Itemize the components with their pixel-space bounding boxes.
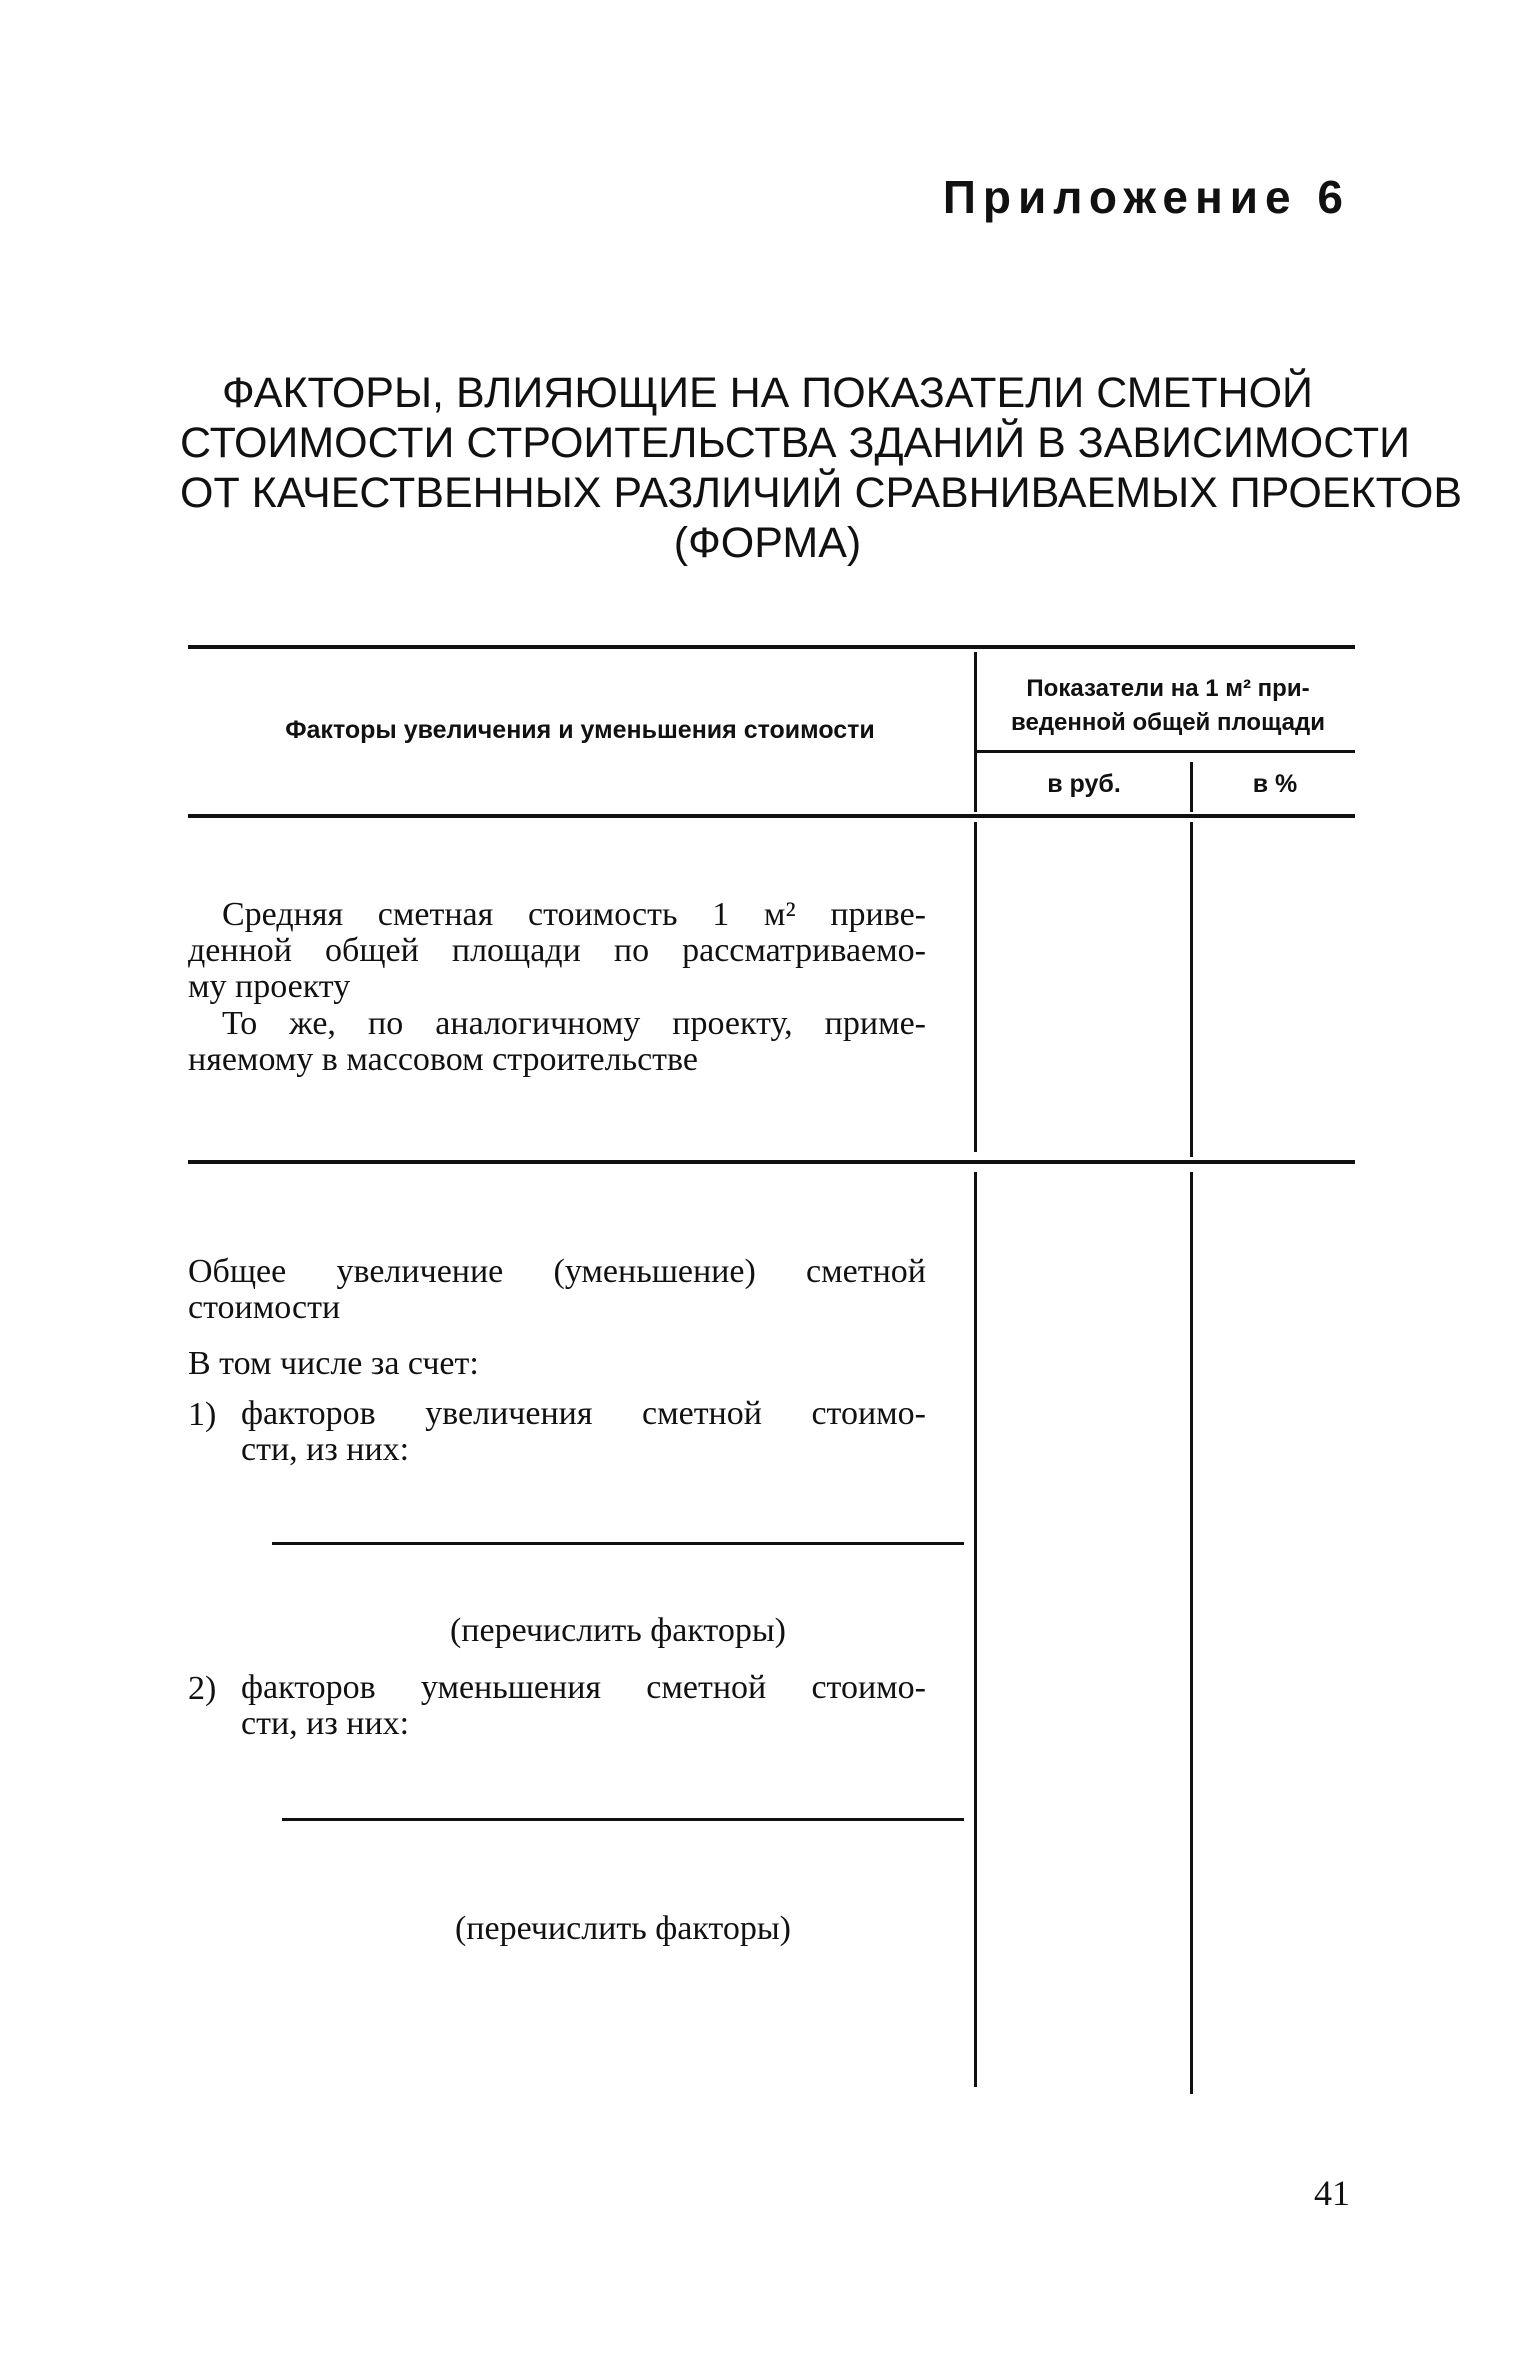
column-header-indicators-line-1: Показатели на 1 м² при- (1026, 675, 1310, 702)
row-analogous-project (188, 1006, 926, 1078)
column-divider-main-1 (974, 822, 977, 1152)
factor-list-blank-2 (282, 1818, 964, 1821)
factor-1-number: 1) (188, 1396, 217, 1433)
factor-list-hint-2: (перечислить факторы) (454, 1910, 792, 1947)
header-subdivider-rule (976, 750, 1355, 753)
row-average-cost-line-3: му проекту (188, 968, 351, 1005)
row-total-change (188, 1254, 926, 1326)
section-divider-rule (188, 1160, 1355, 1164)
row-analogous-line-1: То же, по аналогичному проекту, приме- (222, 1005, 926, 1042)
row-average-cost-line-1: Средняя сметная стоимость 1 м² приве- (222, 896, 926, 933)
factor-increase-group (241, 1396, 926, 1468)
document-title (180, 368, 1463, 568)
factor-decrease-line-1: факторов уменьшения сметной стоимо- (241, 1669, 926, 1706)
column-header-factors: Факторы увеличения и уменьшения стоимости (285, 716, 875, 744)
row-total-change-line-1: Общее увеличение (уменьшение) сметной (188, 1253, 926, 1290)
row-including: В том числе за счет: (188, 1345, 479, 1382)
factor-decrease-group (241, 1670, 926, 1742)
title-line-1: ФАКТОРЫ, ВЛИЯЮЩИЕ НА ПОКАЗАТЕЛИ СМЕТНОЙ (222, 369, 1313, 417)
row-total-change-line-2: стоимости (188, 1289, 341, 1326)
factor-2-number: 2) (188, 1670, 217, 1707)
title-line-4: (ФОРМА) (673, 519, 862, 567)
column-header-indicators-line-2: веденной общей площади (1011, 709, 1325, 736)
column-divider-units-1 (1190, 822, 1193, 1157)
page-number: 41 (1314, 2173, 1350, 2213)
column-header-indicators (978, 672, 1358, 740)
appendix-label: Приложение 6 (942, 171, 1350, 223)
row-average-cost (188, 897, 926, 1005)
row-analogous-line-2: няемому в массовом строительстве (188, 1041, 698, 1078)
column-header-percent: в % (1252, 770, 1298, 798)
factor-increase-line-2: сти, из них: (241, 1431, 410, 1468)
column-divider-units-2 (1190, 1172, 1193, 2094)
header-bottom-rule (188, 814, 1355, 818)
column-divider-units-header (1190, 762, 1193, 812)
factor-decrease-line-2: сти, из них: (241, 1705, 410, 1742)
table-top-rule (188, 645, 1355, 649)
title-line-2: СТОИМОСТИ СТРОИТЕЛЬСТВА ЗДАНИЙ В ЗАВИСИМОСТИ (180, 419, 1410, 467)
column-header-rub: в руб. (1047, 770, 1121, 798)
factor-increase-line-1: факторов увеличения сметной стоимо- (241, 1395, 926, 1432)
row-average-cost-line-2: денной общей площади по рассматриваемо- (188, 932, 926, 969)
column-divider-main-2 (974, 1172, 977, 2087)
factor-list-hint-1: (перечислить факторы) (449, 1612, 787, 1649)
factor-list-blank-1 (272, 1542, 964, 1545)
title-line-3: ОТ КАЧЕСТВЕННЫХ РАЗЛИЧИЙ СРАВНИВАЕМЫХ ПРОЕКТОВ (180, 469, 1463, 517)
